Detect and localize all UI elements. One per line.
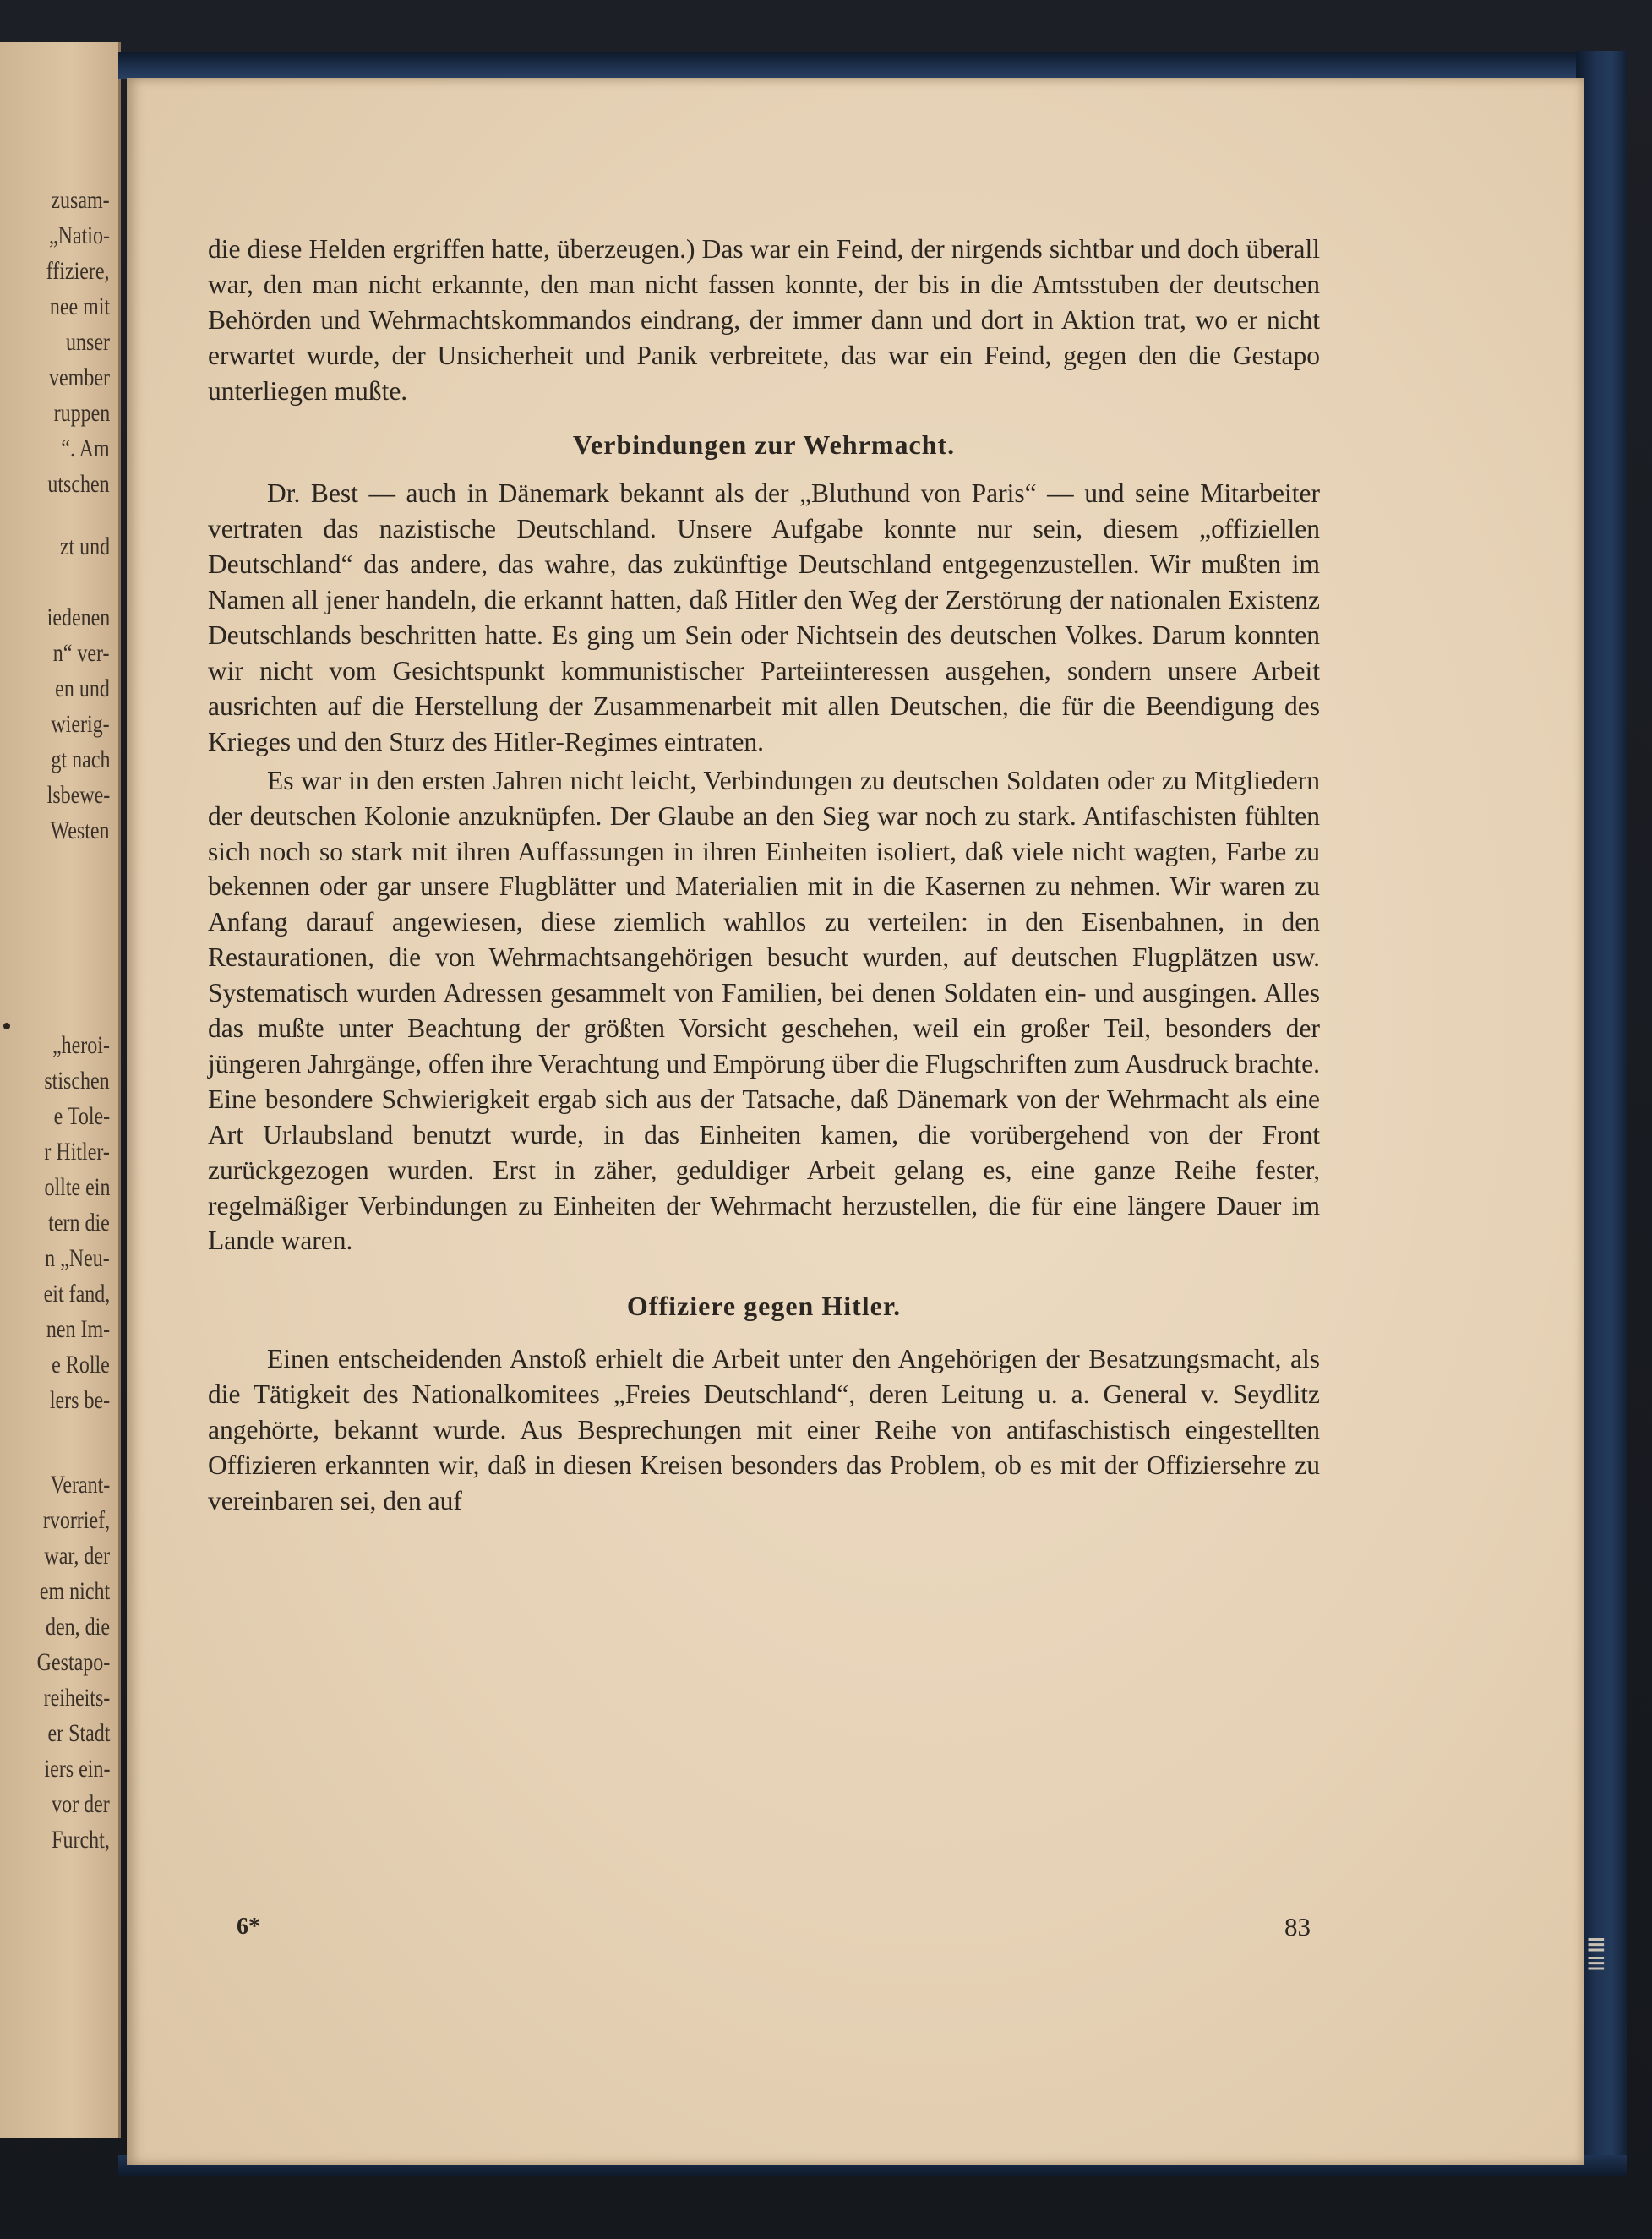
page-number: 83 xyxy=(1284,1912,1311,1941)
left-page-text-fragment: iedenen xyxy=(46,603,110,631)
left-page-text-fragment: lers be- xyxy=(49,1386,110,1414)
left-page-text-fragment: rvorrief, xyxy=(42,1506,110,1534)
left-page-text-fragment: stischen xyxy=(44,1067,110,1095)
left-page-text-fragment: iers ein- xyxy=(44,1755,110,1783)
left-page-text-fragment: nee mit xyxy=(49,292,110,320)
left-page-text-fragment: wierig- xyxy=(51,710,110,738)
left-page-text-fragment: tern die xyxy=(48,1209,110,1237)
left-page-margin xyxy=(0,42,121,2138)
section-heading: Verbindungen zur Wehrmacht. xyxy=(572,429,956,460)
left-page-text-fragment: n „Neu- xyxy=(45,1244,110,1272)
page-text xyxy=(208,232,1320,1519)
left-page-text-fragment: r Hitler- xyxy=(44,1138,110,1166)
left-page-text-fragment: „heroi- xyxy=(52,1031,110,1059)
left-page-text-fragment: Verant- xyxy=(50,1471,110,1499)
left-page-text-fragment: en und xyxy=(55,674,110,702)
left-page-text-fragment: Gestapo- xyxy=(36,1648,110,1676)
section-heading: Offiziere gegen Hitler. xyxy=(626,1291,902,1322)
left-page-text-fragment: reiheits- xyxy=(43,1684,110,1712)
left-page-text-fragment: nen Im- xyxy=(46,1315,110,1343)
left-page-text-fragment: utschen xyxy=(47,470,110,498)
left-page-text-fragment: er Stadt xyxy=(47,1719,110,1747)
left-page-text-fragment: em nicht xyxy=(39,1577,110,1605)
left-page-text-fragment: ffiziere, xyxy=(46,257,110,285)
left-page-text-fragment: war, der xyxy=(44,1542,110,1570)
paragraph: Dr. Best — auch in Dänemark bekannt als der „Bluthund von Paris“ — und seine Mitarbeiter vertraten das nazistische Deutschland. Unsere Aufgabe konnte nur sein, diesem „offiziellen Deutschland“ das andere, das wahre, das zukünftige Deutschland entgegenzustellen. Wir mußten im Namen all jener handeln, die erkannt hatten, daß Hitler den Weg der Zerstörung der nationalen Existenz Deutschlands beschritten hatte. Es ging um Sein oder Nichtsein des deutschen Volkes. Darum konnten wir nicht vom Gesichtspunkt kommunistischer Parteiinteressen ausgehen, sondern unsere Arbeit ausrichten auf die Herstellung der Zusammenarbeit mit allen Deutschen, die für die Beendigung des Krieges und den Sturz des Hitler-Regimes eintraten. xyxy=(208,478,1320,756)
left-page-text-fragment: Westen xyxy=(50,816,110,844)
left-page-text-fragment: vember xyxy=(49,363,110,391)
cover-edge-top xyxy=(118,52,1597,79)
left-page-text-fragment: n“ ver- xyxy=(53,639,110,667)
left-page-text-fragment: “. Am xyxy=(61,434,110,462)
left-page-text-fragment: „Natio- xyxy=(49,221,110,249)
left-page-text-fragment: e Tole- xyxy=(53,1102,110,1130)
left-page-text-fragment: zusam- xyxy=(51,186,110,214)
paragraph: die diese Helden ergriffen hatte, überzeugen.) Das war ein Feind, der nirgends sichtbar und doch überall war, den man nicht erkannte, den man nicht fassen konnte, der bis in die Amtsstuben der deutschen Behörden und Wehrmachtskommandos eindrang, der immer dann und dort in Aktion trat, wo er nicht erwartet wurde, der Unsicherheit und Panik verbreitete, das war ein Feind, gegen den die Gestapo unterliegen mußte. xyxy=(208,234,1320,406)
paragraph: Einen entscheidenden Anstoß erhielt die Arbeit unter den Angehörigen der Besatzungsmacht, als die Tätigkeit des Nationalkomitees „Freies Deutschland“, deren Leitung u. a. General v. Seydlitz angehörte, bekannt wurde. Aus Besprechungen mit einer Reihe von antifaschistisch eingestellten Offizieren erkannten wir, daß in diesen Kreisen besonders das Problem, ob es mit der Offiziersehre zu vereinbaren sei, den auf xyxy=(208,1344,1320,1515)
paragraph: Es war in den ersten Jahren nicht leicht, Verbindungen zu deutschen Soldaten oder zu Mitgliedern der deutschen Kolonie anzuknüpfen. Der Glaube an den Sieg war noch zu stark. Antifaschisten fühlten sich noch so stark mit ihren Auffassungen in ihren Einheiten isoliert, daß viele nicht wagten, Farbe zu bekennen oder gar unsere Flugblätter und Materialien mit in die Kasernen zu nehmen. Wir waren zu Anfang darauf angewiesen, diese ziemlich wahllos zu verteilen: in den Eisenbahnen, in den Restaurationen, die von Wehrmachtsangehörigen besucht wurden, auf deutschen Flugplätzen usw. Systematisch wurden Adressen gesammelt von Familien, bei denen Soldaten ein- und ausgingen. Alles das mußte unter Beachtung der größten Vorsicht geschehen, weil ein großer Teil, besonders der jüngeren Jahrgänge, offen ihre Verachtung und Empörung über die Flugschriften zum Ausdruck brachte. Eine besondere Schwierigkeit ergab sich aus der Tatsache, daß Dänemark von der Wehrmacht als eine Art Urlaubsland benutzt wurde, in das Einheiten kamen, die vorübergehend von der Front zurückgezogen wurden. Erst in zäher, geduldiger Arbeit gelang es, eine ganze Reihe fester, regelmäßiger Verbindungen zu Einheiten der Wehrmacht herzustellen, die für eine längere Dauer im Lande waren. xyxy=(208,765,1320,1256)
book-page xyxy=(127,78,1584,2165)
spine-marks: ≡ ≡ xyxy=(1587,1927,1604,1980)
signature-mark: 6* xyxy=(237,1914,260,1940)
left-page-text-fragment: ruppen xyxy=(53,399,110,427)
left-page-text-fragment: den, die xyxy=(46,1613,110,1641)
left-page-text-fragment: gt nach xyxy=(51,745,110,773)
left-page-text-fragment: ollte ein xyxy=(44,1173,110,1201)
left-page-text-fragment: zt und xyxy=(59,532,110,560)
bullet-mark xyxy=(3,1023,10,1029)
left-page-text-fragment: e Rolle xyxy=(52,1351,110,1379)
left-page-text-fragment: vor der xyxy=(52,1790,110,1818)
left-page-text-fragment: Furcht, xyxy=(52,1826,110,1854)
left-page-text-fragment: unser xyxy=(66,328,110,356)
left-page-text-fragment: lsbewe- xyxy=(46,781,110,809)
left-page-text-fragment: eit fand, xyxy=(43,1280,110,1308)
